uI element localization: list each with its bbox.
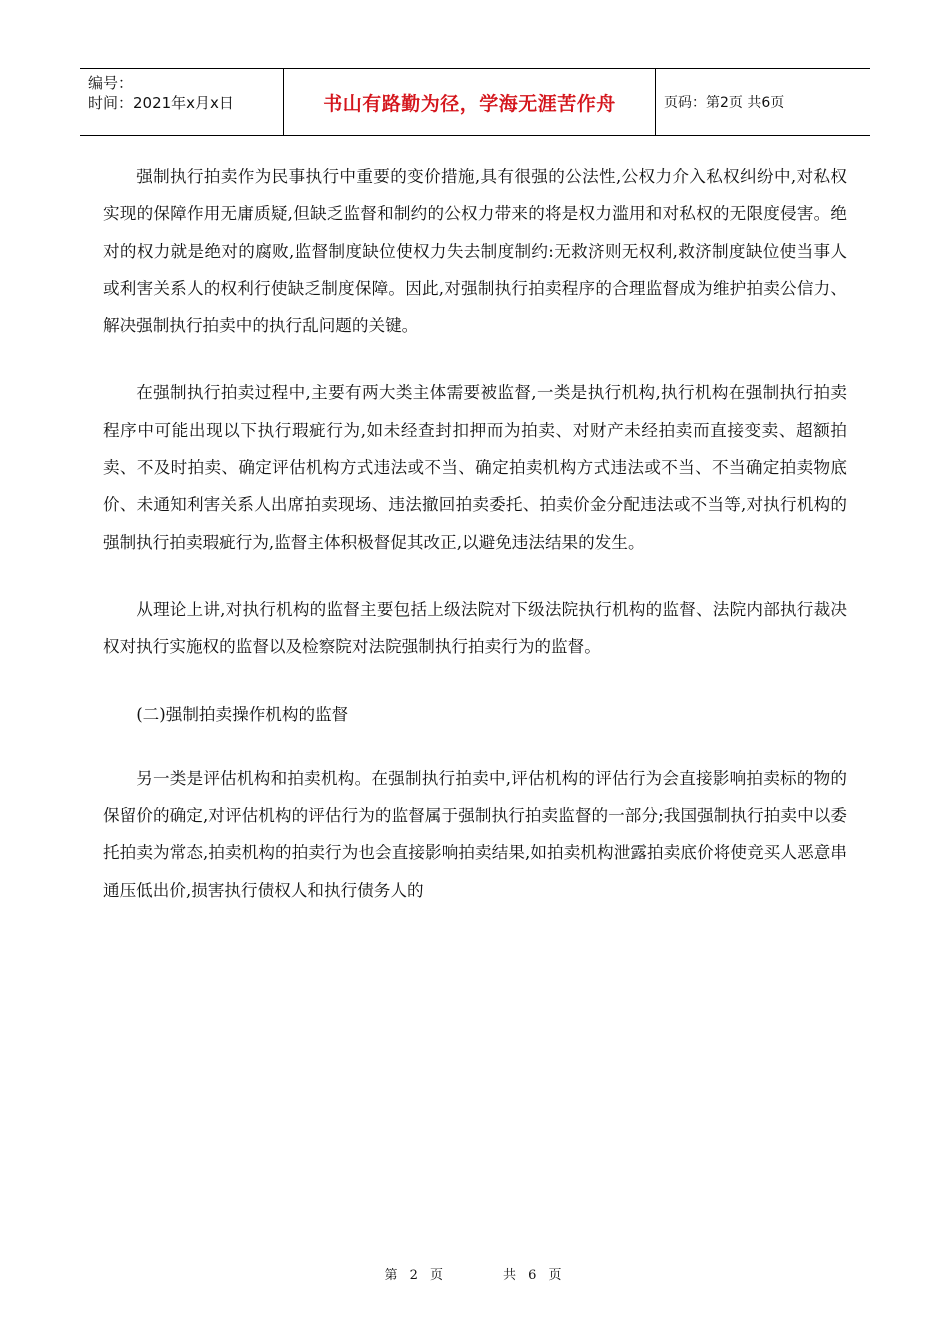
document-header xyxy=(80,68,870,136)
footer-page-current: 第 2 页 xyxy=(384,1268,447,1283)
header-meta-cell xyxy=(80,69,284,135)
section-heading: (二)强制拍卖操作机构的监督 xyxy=(136,704,349,724)
document-body xyxy=(103,158,847,939)
paragraph-1: 强制执行拍卖作为民事执行中重要的变价措施,具有很强的公法性,公权力介入私权纠纷中,对私权实现的保障作用无庸质疑,但缺乏监督和制约的公权力带来的将是权力滥用和对私权的无限度侵害。绝对的权力就是绝对的腐败,监督制度缺位使权力失去制度制约:无救济则无权利,救济制度缺位使当事人或利害关系人的权利行使缺乏制度保障。因此,对强制执行拍卖程序的合理监督成为维护拍卖公信力、解决强制执行拍卖中的执行乱问题的关键。 xyxy=(103,167,847,336)
footer-page-total: 共 6 页 xyxy=(503,1268,566,1283)
document-date-label: 时间：2021年x月x日 xyxy=(88,94,234,112)
page-footer xyxy=(0,1264,950,1283)
document-number-label: 编号： xyxy=(88,74,134,92)
paragraph-3: 从理论上讲,对执行机构的监督主要包括上级法院对下级法院执行机构的监督、法院内部执行裁决权对执行实施权的监督以及检察院对法院强制执行拍卖行为的监督。 xyxy=(103,599,847,657)
header-motto: 书山有路勤为径，学海无涯苦作舟 xyxy=(284,69,656,135)
paragraph-2: 在强制执行拍卖过程中,主要有两大类主体需要被监督,一类是执行机构,执行机构在强制执行拍卖程序中可能出现以下执行瑕疵行为,如未经查封扣押而为拍卖、对财产未经拍卖而直接变卖、超额拍卖、不及时拍卖、确定评估机构方式违法或不当、确定拍卖机构方式违法或不当、不当确定拍卖物底价、未通知利害关系人出席拍卖现场、违法撤回拍卖委托、拍卖价金分配违法或不当等,对执行机构的强制执行拍卖瑕疵行为,监督主体积极督促其改正,以避免违法结果的发生。 xyxy=(103,383,847,552)
header-page-info: 页码：第2页 共6页 xyxy=(664,95,785,111)
paragraph-4: 另一类是评估机构和拍卖机构。在强制执行拍卖中,评估机构的评估行为会直接影响拍卖标的物的保留价的确定,对评估机构的评估行为的监督属于强制执行拍卖监督的一部分;我国强制执行拍卖中以委托拍卖为常态,拍卖机构的拍卖行为也会直接影响拍卖结果,如拍卖机构泄露拍卖底价将使竞买人恶意串通压低出价,损害执行债权人和执行债务人的 xyxy=(103,768,847,900)
